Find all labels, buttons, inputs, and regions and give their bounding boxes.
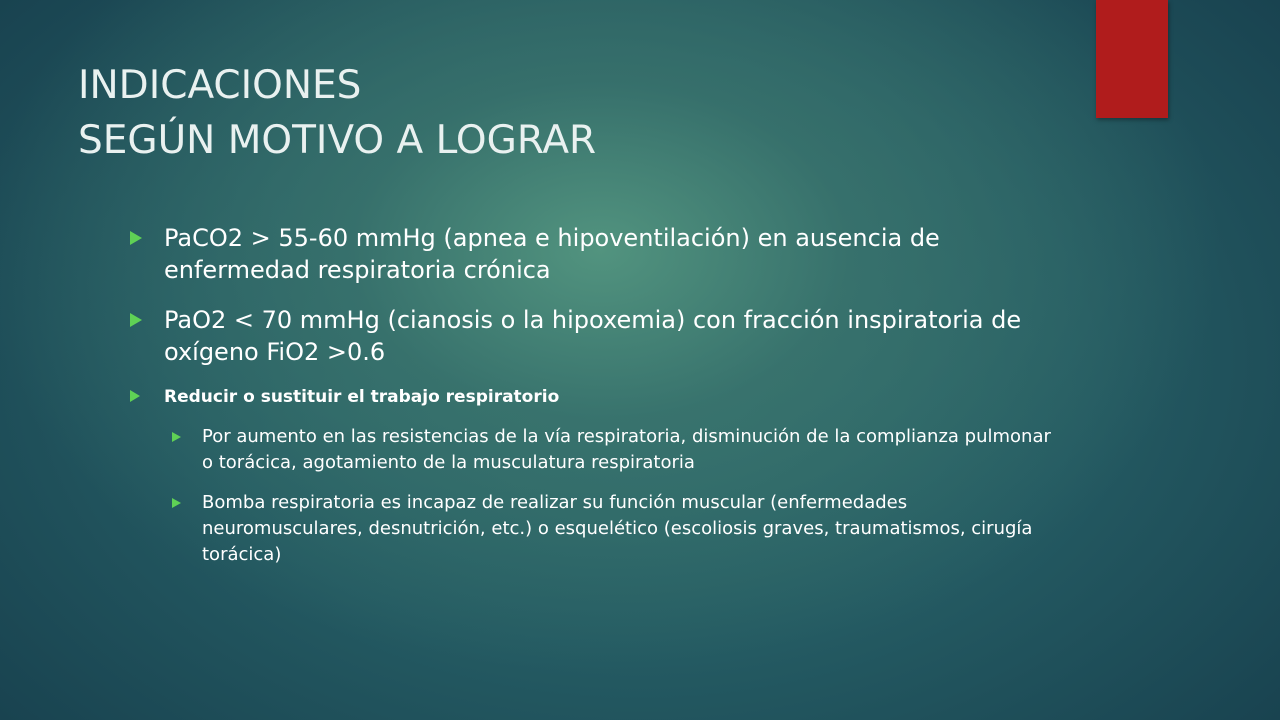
title-line-1: INDICACIONES [78, 63, 362, 108]
title-line-2: SEGÚN MOTIVO A LOGRAR [78, 118, 597, 163]
accent-bar [1096, 0, 1168, 118]
bullet-arrow-icon [130, 231, 142, 245]
sub-bullet-arrow-icon [172, 498, 181, 508]
sub-bullet-item [172, 490, 1060, 568]
bullet-arrow-icon [130, 313, 142, 327]
bullet-item [130, 222, 1060, 286]
sub-bullet-text: Bomba respiratoria es incapaz de realizar su función muscular (enfermedades neuromusculares, desnutrición, etc.) o esquelético (escoliosis graves, traumatismos, cirugía torácica) [202, 492, 1033, 565]
sub-bullet-text: Por aumento en las resistencias de la vía respiratoria, disminución de la complianza pulmonar o torácica, agotamiento de la musculatura respiratoria [202, 426, 1051, 473]
bullet-item [130, 304, 1060, 368]
bullet-text: Reducir o sustituir el trabajo respiratorio [164, 387, 560, 407]
bullet-arrow-icon [130, 390, 140, 402]
bullet-text: PaO2 < 70 mmHg (cianosis o la hipoxemia) con fracción inspiratoria de oxígeno FiO2 >0.6 [164, 306, 1022, 366]
bullet-item [130, 386, 1060, 408]
bullet-list [130, 222, 1060, 582]
sub-bullet-arrow-icon [172, 432, 181, 442]
slide-title [78, 58, 1058, 168]
sub-bullet-item [172, 424, 1060, 476]
bullet-text: PaCO2 > 55-60 mmHg (apnea e hipoventilación) en ausencia de enfermedad respiratoria crónica [164, 224, 940, 284]
